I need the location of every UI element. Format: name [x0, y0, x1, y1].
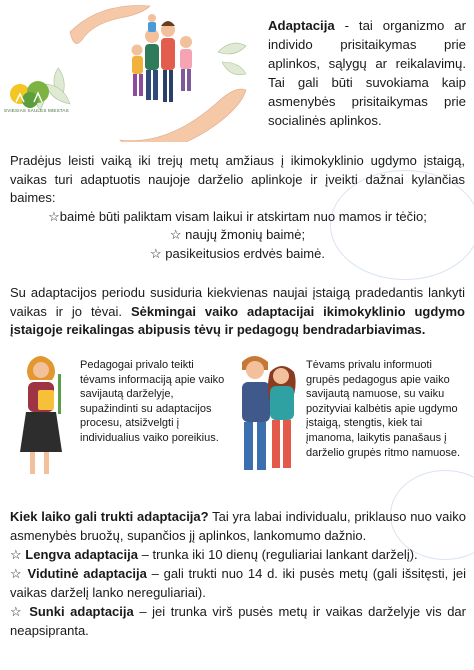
teacher-illustration	[12, 352, 68, 478]
fears-paragraph: Pradėjus leisti vaiką iki trejų metų amžiaus į ikimokyklinio ugdymo įstaigą, vaikas turi adaptuotis naujoje darželio aplinkoje ir įveikti dažnai kylančias baimes:	[10, 153, 465, 205]
level-desc: – jei trunka virš pusės metų ir vaikas darželyje vis dar neapsipranta.	[10, 604, 466, 638]
family-hands-illustration	[0, 0, 262, 142]
cooperation-text: Su adaptacijos periodu susiduria kiekvienas naujai įstaigą pradedantis lankyti vaikas ir jo tėvai.	[10, 285, 465, 319]
parents-illustration	[234, 352, 300, 474]
adaptation-level-hard	[10, 602, 466, 640]
level-name: Vidutinė adaptacija	[27, 566, 147, 581]
intro-text: - tai organizmo ar individo prisitaikymas prie aplinkos, sąlygų ar reikalavimų. Tai gali būti suvokiama kaip asmenybės prisitaikymas prie socialinės aplinkos.	[268, 18, 466, 128]
teachers-duty-text: Pedagogai privalo teikti tėvams informaciją apie vaiko savijautą darželyje, supažindinti su adaptacijos procesu, atsižvelgti į individualius vaiko poreikius.	[80, 359, 225, 444]
level-desc: – trunka iki 10 dienų (reguliariai lankant darželį).	[138, 547, 418, 562]
term-adaptacija: Adaptacija	[268, 18, 335, 33]
star-icon: ☆	[10, 547, 26, 562]
fear-item: ☆ naujų žmonių baimė;	[169, 227, 306, 242]
level-name: Sunki adaptacija	[29, 604, 134, 619]
duration-answer: Tai yra labai individualu, priklauso nuo vaiko asmenybės bruožų, supančios jį aplinkos, lankomumo dažnio.	[10, 509, 466, 543]
cooperation-section	[10, 284, 465, 340]
fear-item: ☆ pasikeitusios erdvės baimė.	[150, 245, 325, 261]
adaptation-level-light	[10, 545, 466, 564]
logo-caption: SVIESIAS SAULES MIESTAS	[4, 108, 69, 113]
duration-question-paragraph	[10, 507, 466, 545]
logo-icon	[6, 72, 56, 112]
fear-item: ☆baimė būti paliktam visam laikui ir atskirtam nuo mamos ir tėčio;	[48, 208, 427, 224]
duration-question: Kiek laiko gali trukti adaptacija?	[10, 509, 209, 524]
duration-section	[10, 507, 466, 640]
cooperation-bold: Sėkmingai vaiko adaptacijai ikimokyklinio ugdymo įstaigoje reikalingas abipusis tėvų ir pedagogų bendradarbiavimas.	[10, 303, 465, 337]
parents-duty-text: Tėvams privalu informuoti grupės pedagogus apie vaiko savijautą namuose, su vaiku pozityviai kalbėtis apie ugdymo įstaigą, stengtis, kiek tai įmanoma, laikytis panašaus į darželio grupės ritmo namuose.	[306, 359, 461, 459]
star-icon: ☆	[10, 566, 28, 581]
level-name: Lengva adaptacija	[25, 547, 138, 562]
star-icon: ☆	[10, 604, 30, 619]
adaptation-level-medium	[10, 564, 466, 602]
intro-definition	[268, 16, 466, 130]
fears-section	[10, 152, 465, 263]
level-desc: – gali trukti nuo 14 d. iki pusės metų (gali išsitęsti, jei vaikas darželį lanko nereguliariai).	[10, 566, 466, 600]
